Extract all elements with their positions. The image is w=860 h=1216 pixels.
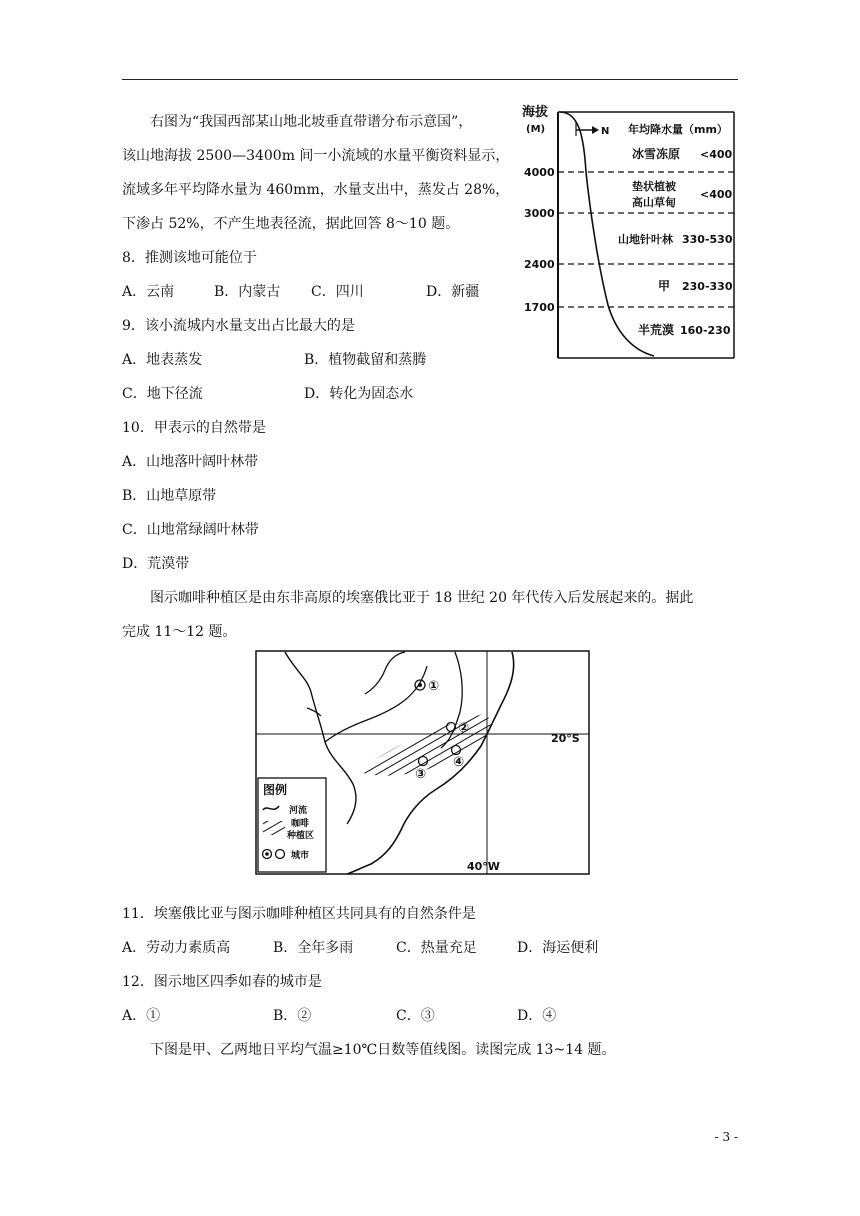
q10-option-c[interactable]: C．山地常绿阔叶林带 — [122, 522, 259, 538]
intro-line-2: 该山地海拔 2500—3400m 间一小流域的水量平衡资料显示， — [122, 148, 510, 164]
tick-1700: 1700 — [524, 301, 555, 314]
fig1-axis-title-2: (M) — [526, 124, 546, 135]
q9-option-b[interactable]: B．植物截留和蒸腾 — [304, 352, 427, 368]
latitude-label: 20°S — [551, 732, 580, 745]
tick-3000: 3000 — [524, 207, 555, 220]
zone-cushion-vegetation: 垫状植被 — [632, 180, 676, 193]
q8-option-b[interactable]: B．内蒙古 — [214, 284, 281, 300]
zone-semi-desert-value: 160-230 — [680, 324, 731, 337]
header-rule — [122, 79, 738, 80]
q11-option-d[interactable]: D．海运便利 — [517, 940, 599, 956]
zone-alpine-meadow: 高山草甸 — [632, 196, 676, 209]
q10-option-b[interactable]: B．山地草原带 — [122, 488, 217, 504]
vertical-zonation-figure — [520, 100, 740, 362]
page-number: - 3 - — [714, 1130, 738, 1144]
zone-ice-tundra-value: <400 — [700, 148, 733, 161]
legend-city: 城市 — [291, 851, 310, 861]
q11-option-c[interactable]: C．热量充足 — [396, 940, 477, 956]
q12-option-b[interactable]: B．② — [273, 1008, 312, 1024]
intro3-line: 下图是甲、乙两地日平均气温≥10℃日数等值线图。读图完成 13~14 题。 — [150, 1042, 616, 1058]
longitude-label: 40°W — [467, 860, 500, 873]
q11-stem: 11．埃塞俄比亚与图示咖啡种植区共同具有的自然条件是 — [122, 906, 476, 922]
q8-stem: 8．推测该地可能位于 — [122, 250, 257, 266]
legend-river: 河流 — [289, 806, 308, 816]
zone-alpine-value: <400 — [700, 188, 733, 201]
legend-title: 图例 — [263, 783, 288, 797]
q9-option-c[interactable]: C．地下径流 — [122, 386, 203, 402]
zone-semi-desert: 半荒漠 — [638, 323, 675, 337]
q10-stem: 10．甲表示的自然带是 — [122, 420, 266, 436]
zone-jia-value: 230-330 — [682, 280, 733, 293]
north-label: N — [601, 126, 610, 137]
q11-option-b[interactable]: B．全年多雨 — [273, 940, 354, 956]
tick-2400: 2400 — [524, 258, 555, 271]
zone-jia: 甲 — [658, 279, 671, 293]
zone-conifer-value: 330-530 — [682, 233, 733, 246]
city-3-label: ③ — [415, 767, 427, 782]
intro-line-1: 右图为“我国西部某山地北坡垂直带谱分布示意国”， — [150, 114, 473, 130]
intro2-line-2: 完成 11～12 题。 — [122, 624, 237, 640]
intro-line-4: 下渗占 52%，不产生地表径流，据此回答 8～10 题。 — [122, 216, 460, 232]
fig1-header: 年均降水量（mm） — [628, 123, 728, 136]
city-1-label: ① — [428, 679, 440, 694]
q9-option-d[interactable]: D．转化为固态水 — [304, 386, 414, 402]
tick-4000: 4000 — [524, 166, 555, 179]
q8-option-a[interactable]: A．云南 — [122, 284, 175, 300]
q11-option-a[interactable]: A．劳动力素质高 — [122, 940, 231, 956]
q9-option-a[interactable]: A．地表蒸发 — [122, 352, 203, 368]
coffee-region-map — [255, 650, 590, 875]
city-4-label: ④ — [453, 755, 465, 770]
q8-option-d[interactable]: D．新疆 — [426, 284, 480, 300]
q12-option-d[interactable]: D．④ — [517, 1008, 557, 1024]
river-3 — [325, 666, 427, 742]
q12-option-c[interactable]: C．③ — [396, 1008, 435, 1024]
intro-line-3: 流域多年平均降水量为 460mm，水量支出中，蒸发占 28%， — [122, 182, 510, 198]
q10-option-a[interactable]: A．山地落叶阔叶林带 — [122, 454, 259, 470]
city-2-label: ② — [458, 721, 470, 736]
coffee-legend-icon — [263, 821, 285, 835]
q8-option-c[interactable]: C．四川 — [311, 284, 364, 300]
zone-ice-tundra: 冰雪冻原 — [632, 147, 681, 161]
q10-option-d[interactable]: D．荒漠带 — [122, 556, 190, 572]
q9-stem: 9．该小流城内水量支出占比最大的是 — [122, 318, 355, 334]
legend-coffee: 咖啡 — [291, 819, 310, 829]
q12-stem: 12．图示地区四季如春的城市是 — [122, 974, 322, 990]
intro2-line-1: 图示咖啡种植区是由东非高原的埃塞俄比亚于 18 世纪 20 年代传入后发展起来的。据此 — [150, 590, 694, 606]
zone-conifer-forest: 山地针叶林 — [618, 233, 673, 246]
q12-option-a[interactable]: A．① — [122, 1008, 161, 1024]
fig1-axis-title-1: 海拔 — [522, 105, 549, 120]
river-2 — [365, 652, 405, 694]
legend-coffee-area: 种植区 — [287, 831, 315, 841]
north-arrowhead-icon — [592, 126, 599, 134]
